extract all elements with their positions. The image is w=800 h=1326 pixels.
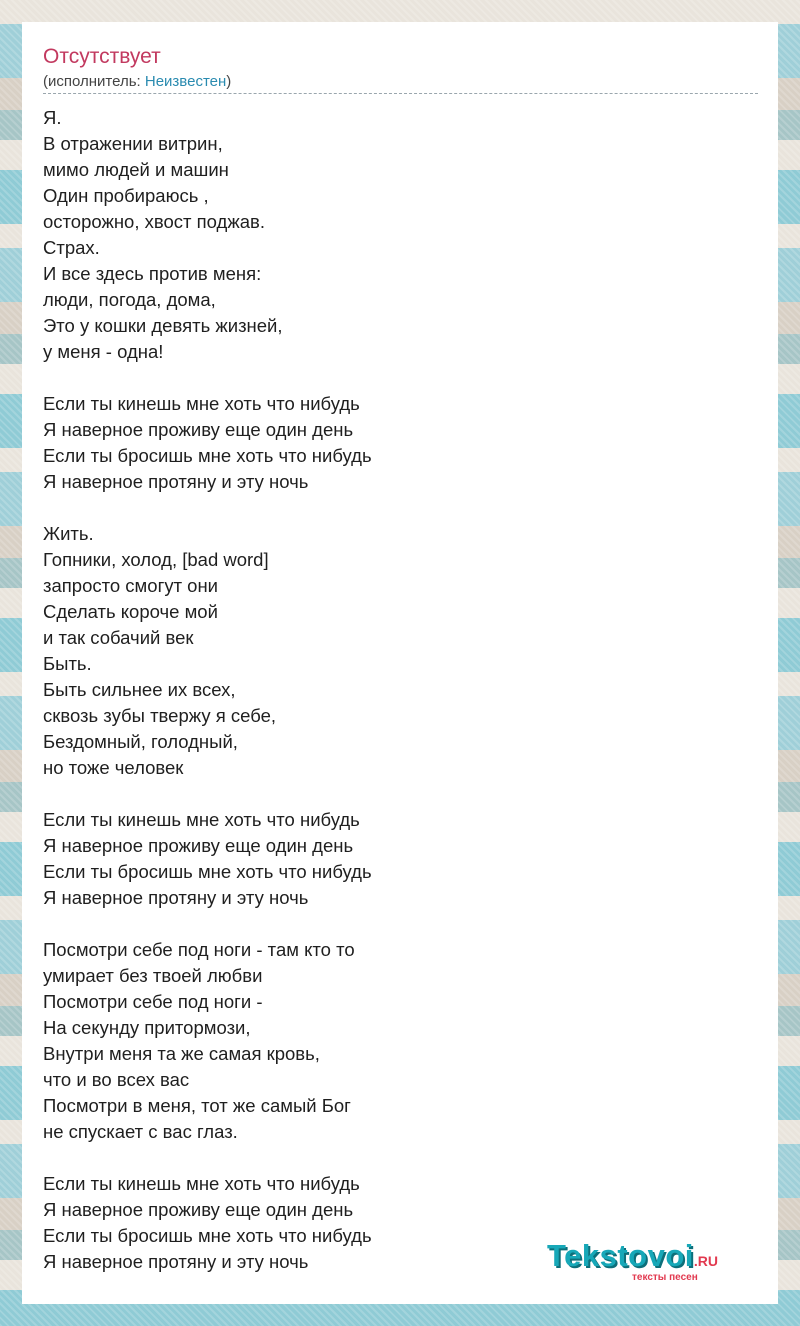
lyric-line: запросто смогут они xyxy=(43,575,219,596)
lyric-line: Если ты кинешь мне хоть что нибудь xyxy=(43,809,360,830)
lyric-line: Внутри меня та же самая кровь, xyxy=(43,1043,320,1064)
stanza-gap xyxy=(43,495,372,521)
stanza-gap xyxy=(43,911,372,937)
logo-domain: .RU xyxy=(693,1253,719,1269)
song-title: Отсутствует xyxy=(43,45,161,68)
lyric-line: Быть сильнее их всех, xyxy=(43,679,236,700)
logo-wordmark: Tekstovoi xyxy=(547,1238,694,1273)
lyric-line: Сделать короче мой xyxy=(43,601,218,622)
lyric-line: Я наверное протяну и эту ночь xyxy=(43,1251,309,1272)
lyric-line: Я наверное протяну и эту ночь xyxy=(43,471,309,492)
lyric-line: Посмотри в меня, тот же самый Бог xyxy=(43,1095,351,1116)
bridge xyxy=(43,937,372,1145)
lyrics-text xyxy=(43,105,372,1275)
lyric-line: Если ты бросишь мне хоть что нибудь xyxy=(43,445,372,466)
lyric-line: Если ты кинешь мне хоть что нибудь xyxy=(43,1173,360,1194)
lyric-line: мимо людей и машин xyxy=(43,159,229,180)
lyric-line: люди, погода, дома, xyxy=(43,289,216,310)
lyric-line: На секунду притормози, xyxy=(43,1017,251,1038)
lyric-line: Если ты кинешь мне хоть что нибудь xyxy=(43,393,360,414)
lyric-line: Посмотри себе под ноги - xyxy=(43,991,263,1012)
lyrics-card xyxy=(22,22,778,1304)
lyric-line: Я. xyxy=(43,107,62,128)
lyric-line: умирает без твоей любви xyxy=(43,965,263,986)
chorus-1 xyxy=(43,391,372,495)
verse-1 xyxy=(43,105,372,365)
lyric-line: В отражении витрин, xyxy=(43,133,223,154)
lyric-line: Я наверное проживу еще один день xyxy=(43,1199,354,1220)
performer-prefix: (исполнитель: xyxy=(43,73,145,90)
lyric-line: Жить. xyxy=(43,523,94,544)
lyric-line: И все здесь против меня: xyxy=(43,263,262,284)
lyric-line: Страх. xyxy=(43,237,100,258)
site-logo[interactable] xyxy=(547,1238,719,1283)
performer-link[interactable]: Неизвестен xyxy=(144,73,227,90)
lyric-line: не спускает с вас глаз. xyxy=(43,1121,238,1142)
lyric-line: Это у кошки девять жизней, xyxy=(43,315,283,336)
lyric-line: у меня - одна! xyxy=(43,341,164,362)
lyric-line: Быть. xyxy=(43,653,92,674)
chorus-2 xyxy=(43,807,372,911)
logo-tagline: тексты песен xyxy=(632,1272,698,1283)
stanza-gap xyxy=(43,781,372,807)
performer-suffix: ) xyxy=(226,73,232,90)
lyric-line: но тоже человек xyxy=(43,757,184,778)
lyric-line: Если ты бросишь мне хоть что нибудь xyxy=(43,861,372,882)
stanza-gap xyxy=(43,1145,372,1171)
performer-line xyxy=(43,73,231,91)
lyric-line: Один пробираюсь , xyxy=(43,185,209,206)
verse-2 xyxy=(43,521,372,781)
lyric-line: Я наверное протяну и эту ночь xyxy=(43,887,309,908)
lyric-line: Бездомный, голодный, xyxy=(43,731,238,752)
lyric-line: Гопники, холод, [bad word] xyxy=(43,549,269,570)
lyric-line: и так собачий век xyxy=(43,627,194,648)
chorus-3 xyxy=(43,1171,372,1275)
lyric-line: Я наверное проживу еще один день xyxy=(43,419,354,440)
lyric-line: осторожно, хвост поджав. xyxy=(43,211,265,232)
lyric-line: Если ты бросишь мне хоть что нибудь xyxy=(43,1225,372,1246)
lyric-line: Посмотри себе под ноги - там кто то xyxy=(43,939,355,960)
divider xyxy=(43,93,758,94)
lyric-line: что и во всех вас xyxy=(43,1069,190,1090)
lyric-line: сквозь зубы твержу я себе, xyxy=(43,705,277,726)
stanza-gap xyxy=(43,365,372,391)
lyric-line: Я наверное проживу еще один день xyxy=(43,835,354,856)
